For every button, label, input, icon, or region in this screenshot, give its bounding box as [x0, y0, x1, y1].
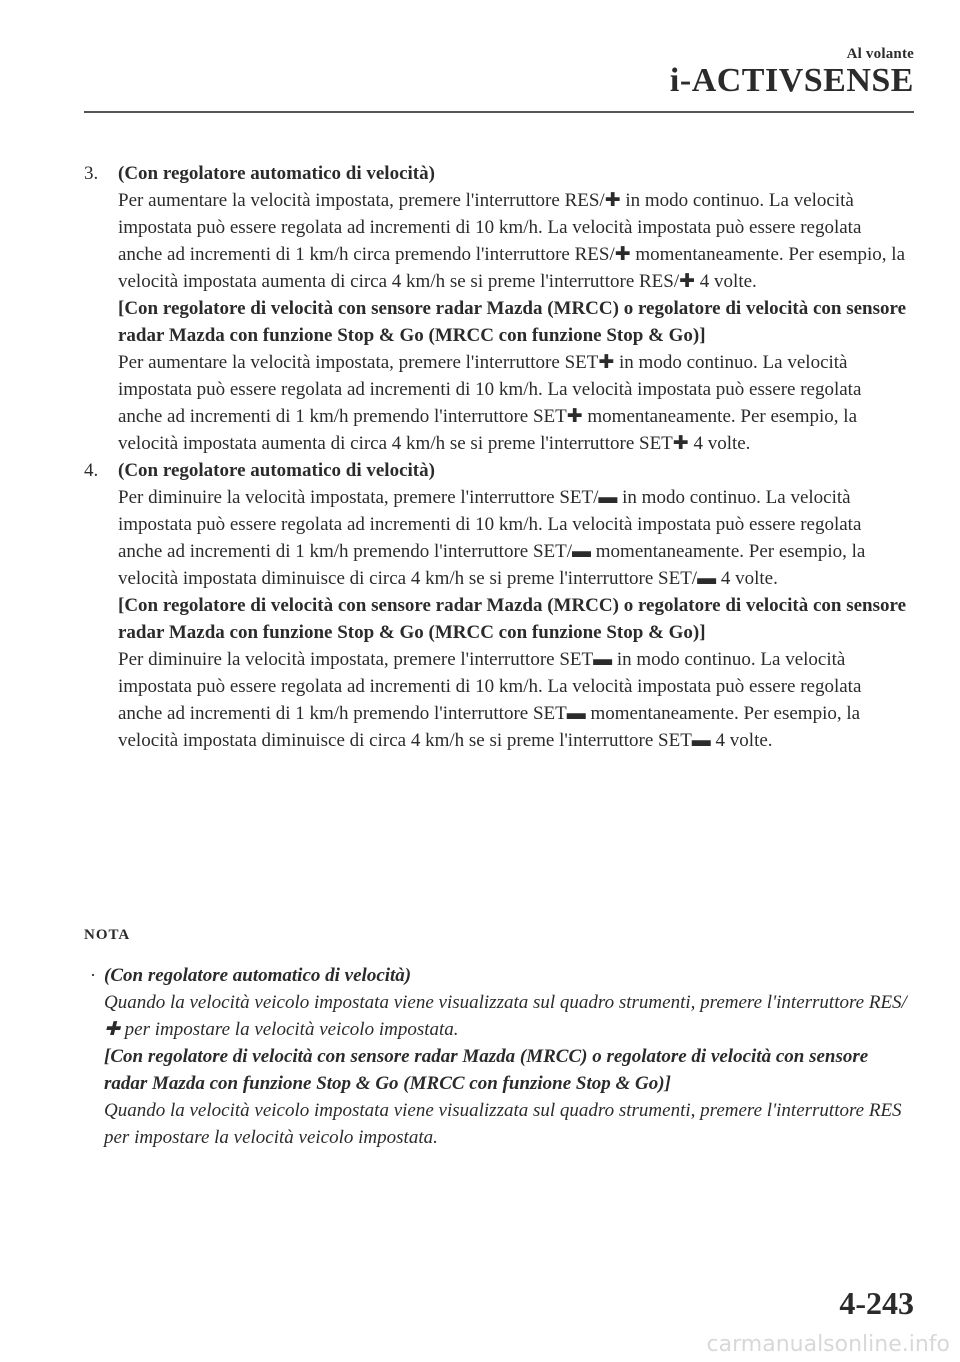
note-label: NOTA [84, 927, 131, 943]
step-radar-heading: [Con regolatore di velocità con sensore radar Mazda (MRCC) o regolatore di velocità con sensore radar Mazda con funzione Stop & Go (MRCC con funzione Stop & Go)] [118, 298, 907, 346]
step-3 [84, 160, 910, 457]
step-auto-heading: (Con regolatore automatico di velocità) [118, 163, 435, 184]
page-number: 4-243 [839, 1285, 914, 1321]
bullet-icon: · [90, 965, 96, 985]
step-auto-heading: (Con regolatore automatico di velocità) [118, 460, 435, 481]
step-radar-heading: [Con regolatore di velocità con sensore radar Mazda (MRCC) o regolatore di velocità con sensore radar Mazda con funzione Stop & Go (MRCC con funzione Stop & Go)] [118, 595, 907, 643]
watermark: carmanualsonline.info [706, 1332, 950, 1357]
step-4 [84, 457, 910, 754]
header-divider [84, 111, 914, 113]
note-radar-heading: [Con regolatore di velocità con sensore radar Mazda (MRCC) o regolatore di velocità con sensore radar Mazda con funzione Stop & Go (MRCC con funzione Stop & Go)] [104, 1046, 869, 1094]
main-content [84, 160, 910, 754]
note-auto-text: Quando la velocità veicolo impostata viene visualizzata sul quadro strumenti, premere l'interruttore RES/✚ per impostare la velocità veicolo impostata. [104, 992, 907, 1040]
note-auto-heading: (Con regolatore automatico di velocità) [104, 965, 412, 986]
note-radar-text: Quando la velocità veicolo impostata viene visualizzata sul quadro strumenti, premere l'interruttore RES per impostare la velocità veicolo impostata. [104, 1100, 902, 1148]
step-number: 3. [84, 163, 99, 184]
chapter-title: i-ACTIVSENSE [669, 62, 914, 99]
note-block [90, 962, 910, 1151]
step-number: 4. [84, 460, 99, 481]
step-radar-text: Per aumentare la velocità impostata, premere l'interruttore SET✚ in modo continuo. La velocità impostata può essere regolata ad incrementi di 10 km/h. La velocità impostata può essere regolata anche ad incrementi di 1 km/h premendo l'interruttore SET✚ momentaneamente. Per esempio, la velocità impostata aumenta di circa 4 km/h se si preme l'interruttore SET✚ 4 volte. [118, 352, 862, 454]
step-auto-text: Per diminuire la velocità impostata, premere l'interruttore SET/▬ in modo continuo. La velocità impostata può essere regolata ad incrementi di 10 km/h. La velocità impostata può essere regolata anche ad incrementi di 1 km/h premendo l'interruttore SET/▬ momentaneamente. Per esempio, la velocità impostata diminuisce di circa 4 km/h se si preme l'interruttore SET/▬ 4 volte. [118, 487, 866, 589]
step-radar-text: Per diminuire la velocità impostata, premere l'interruttore SET▬ in modo continuo. La velocità impostata può essere regolata ad incrementi di 10 km/h. La velocità impostata può essere regolata anche ad incrementi di 1 km/h premendo l'interruttore SET▬ momentaneamente. Per esempio, la velocità impostata diminuisce di circa 4 km/h se si preme l'interruttore SET▬ 4 volte. [118, 649, 862, 751]
section-label: Al volante [846, 46, 914, 62]
step-auto-text: Per aumentare la velocità impostata, premere l'interruttore RES/✚ in modo continuo. La velocità impostata può essere regolata ad incrementi di 10 km/h. La velocità impostata può essere regolata anche ad incrementi di 1 km/h circa premendo l'interruttore RES/✚ momentaneamente. Per esempio, la velocità impostata aumenta di circa 4 km/h se si preme l'interruttore RES/✚ 4 volte. [118, 190, 905, 292]
